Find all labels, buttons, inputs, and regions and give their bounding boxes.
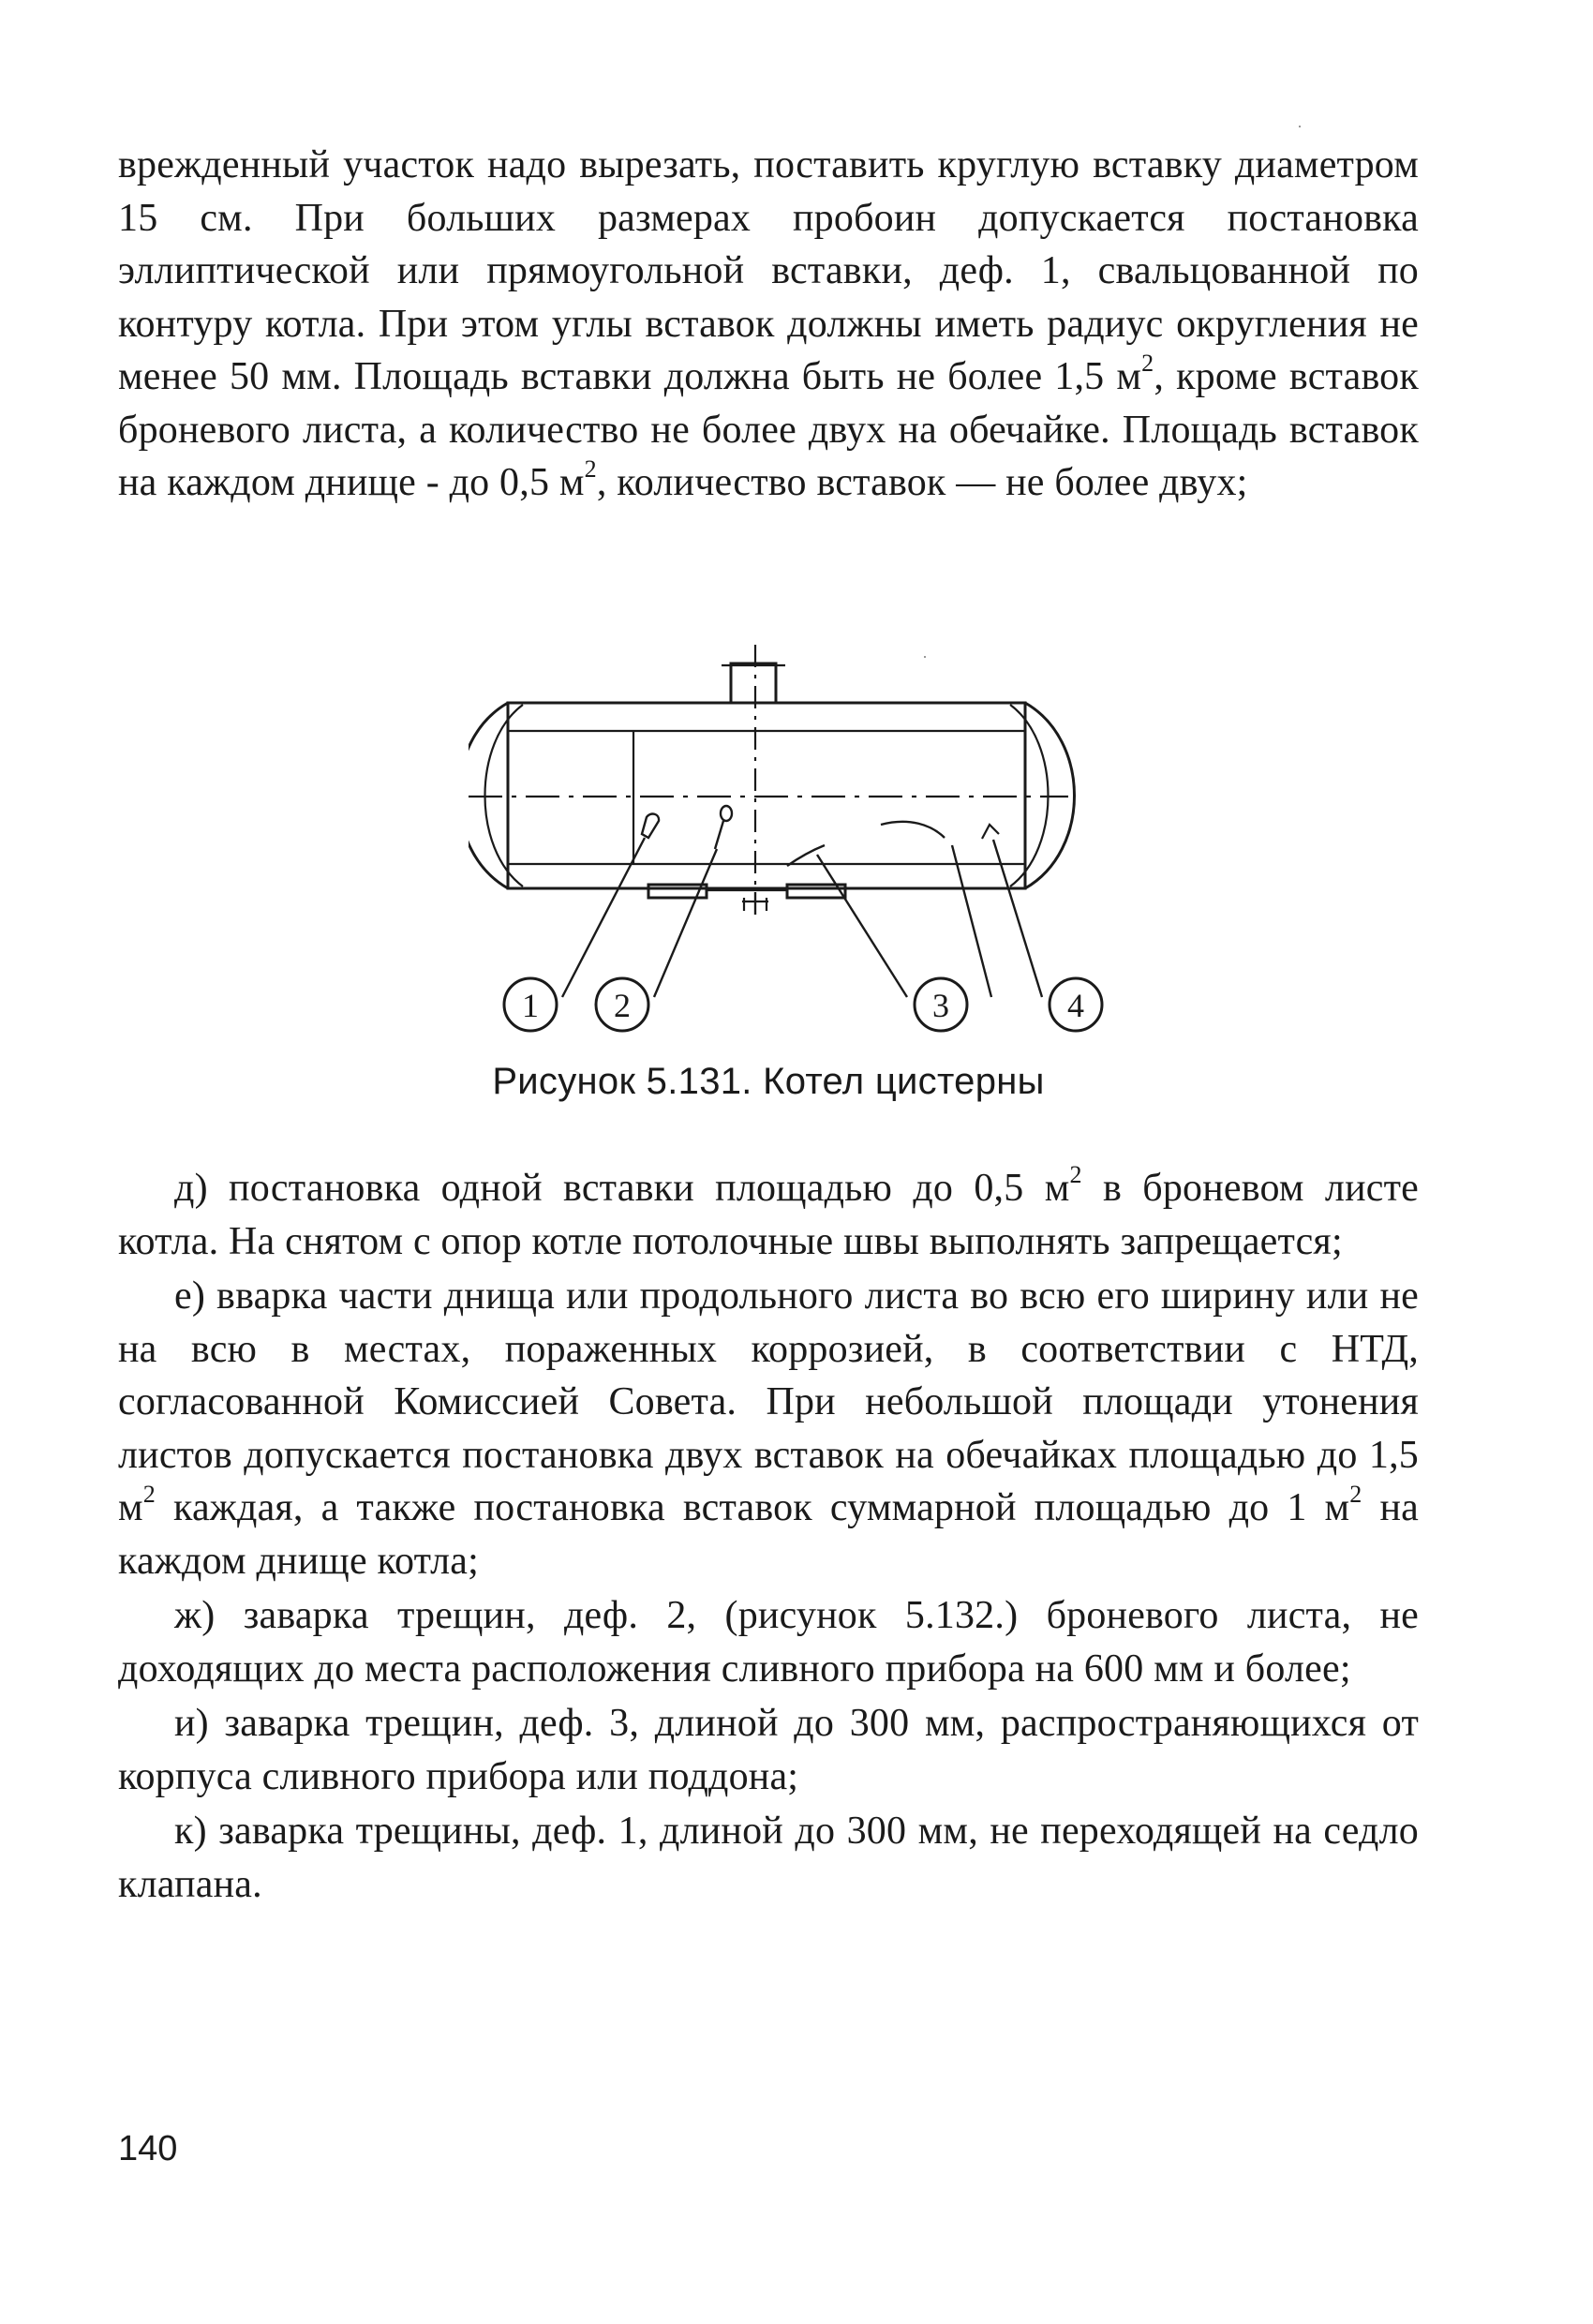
defect-1-insert [642, 814, 659, 838]
callout-label-3: 3 [932, 987, 949, 1024]
paragraph-zh: ж) заварка трещин, деф. 2, (рисунок 5.132.) броневого листа, не доходящих до места расположения сливного прибора на 600 мм и более; [118, 1594, 1419, 1691]
paragraph-e [118, 1270, 1419, 1587]
intro-text-2: , кроме вставок броневого листа, а количество не более двух на обечайке. Площадь вставок на каждом днище - до 0,5 м [118, 355, 1419, 504]
paragraph-k: к) заварка трещины, деф. 1, длиной до 300 мм, не переходящей на седло клапана. [118, 1810, 1419, 1906]
page-number: 140 [118, 2129, 178, 2168]
paragraph-d-text-2: в броневом листе котла. На снятом с опор котле потолочные швы выполнять запрещается; [118, 1167, 1419, 1263]
boiler-figure [469, 637, 1124, 1050]
defect-4-crack [881, 822, 945, 838]
superscript-2: 2 [584, 455, 597, 483]
callout-label-4: 4 [1067, 987, 1084, 1024]
tank-boiler-drawing [469, 637, 1124, 1050]
defect-2-crack [715, 821, 723, 849]
scan-speck [924, 656, 926, 658]
superscript-2: 2 [1069, 1161, 1082, 1188]
paragraph-e-text-2: каждая, а также постановка вставок суммарной площадью до 1 м [155, 1486, 1350, 1529]
paragraph-d-text-1: д) постановка одной вставки площадью до 0,5 м [174, 1167, 1070, 1210]
superscript-2: 2 [1349, 1481, 1362, 1508]
intro-text-3: , количество вставок — не более двух; [596, 461, 1248, 504]
paragraph-d [118, 1162, 1419, 1268]
intro-paragraph [118, 139, 1419, 510]
paragraph-e-text-1: е) вварка части днища или продольного листа во всю его ширину или не на всю в местах, пораженных коррозией, в соответствии с НТД, согласованной Комиссией Совета. При небольшой площади утонения листов допускается постановка двух вставок на обечайках площадью до 1,5 м [118, 1274, 1419, 1529]
list-paragraphs [118, 1162, 1419, 1913]
superscript-2: 2 [1141, 350, 1154, 377]
scan-speck [1299, 126, 1301, 127]
paragraph-i: и) заварка трещин, деф. 3, длиной до 300 мм, распространяющихся от корпуса сливного прибора или поддона; [118, 1702, 1419, 1798]
dome-hatch [731, 663, 776, 703]
paragraph-e-text-3: на каждом днище котла; [118, 1486, 1420, 1583]
superscript-2: 2 [142, 1481, 156, 1508]
figure-caption: Рисунок 5.131. Котел цистерны [492, 1061, 1045, 1102]
callout-label-2: 2 [614, 987, 631, 1024]
intro-text-1: врежденный участок надо вырезать, поставить круглую вставку диаметром 15 см. При больших размерах пробоин допускается постановка эллиптической или прямоугольной вставки, деф. 1, свальцованной по контуру котла. При этом углы вставок должны иметь радиус округления не менее 50 мм. Площадь вставки должна быть не более 1,5 м [118, 143, 1419, 398]
callout-label-1: 1 [522, 987, 539, 1024]
